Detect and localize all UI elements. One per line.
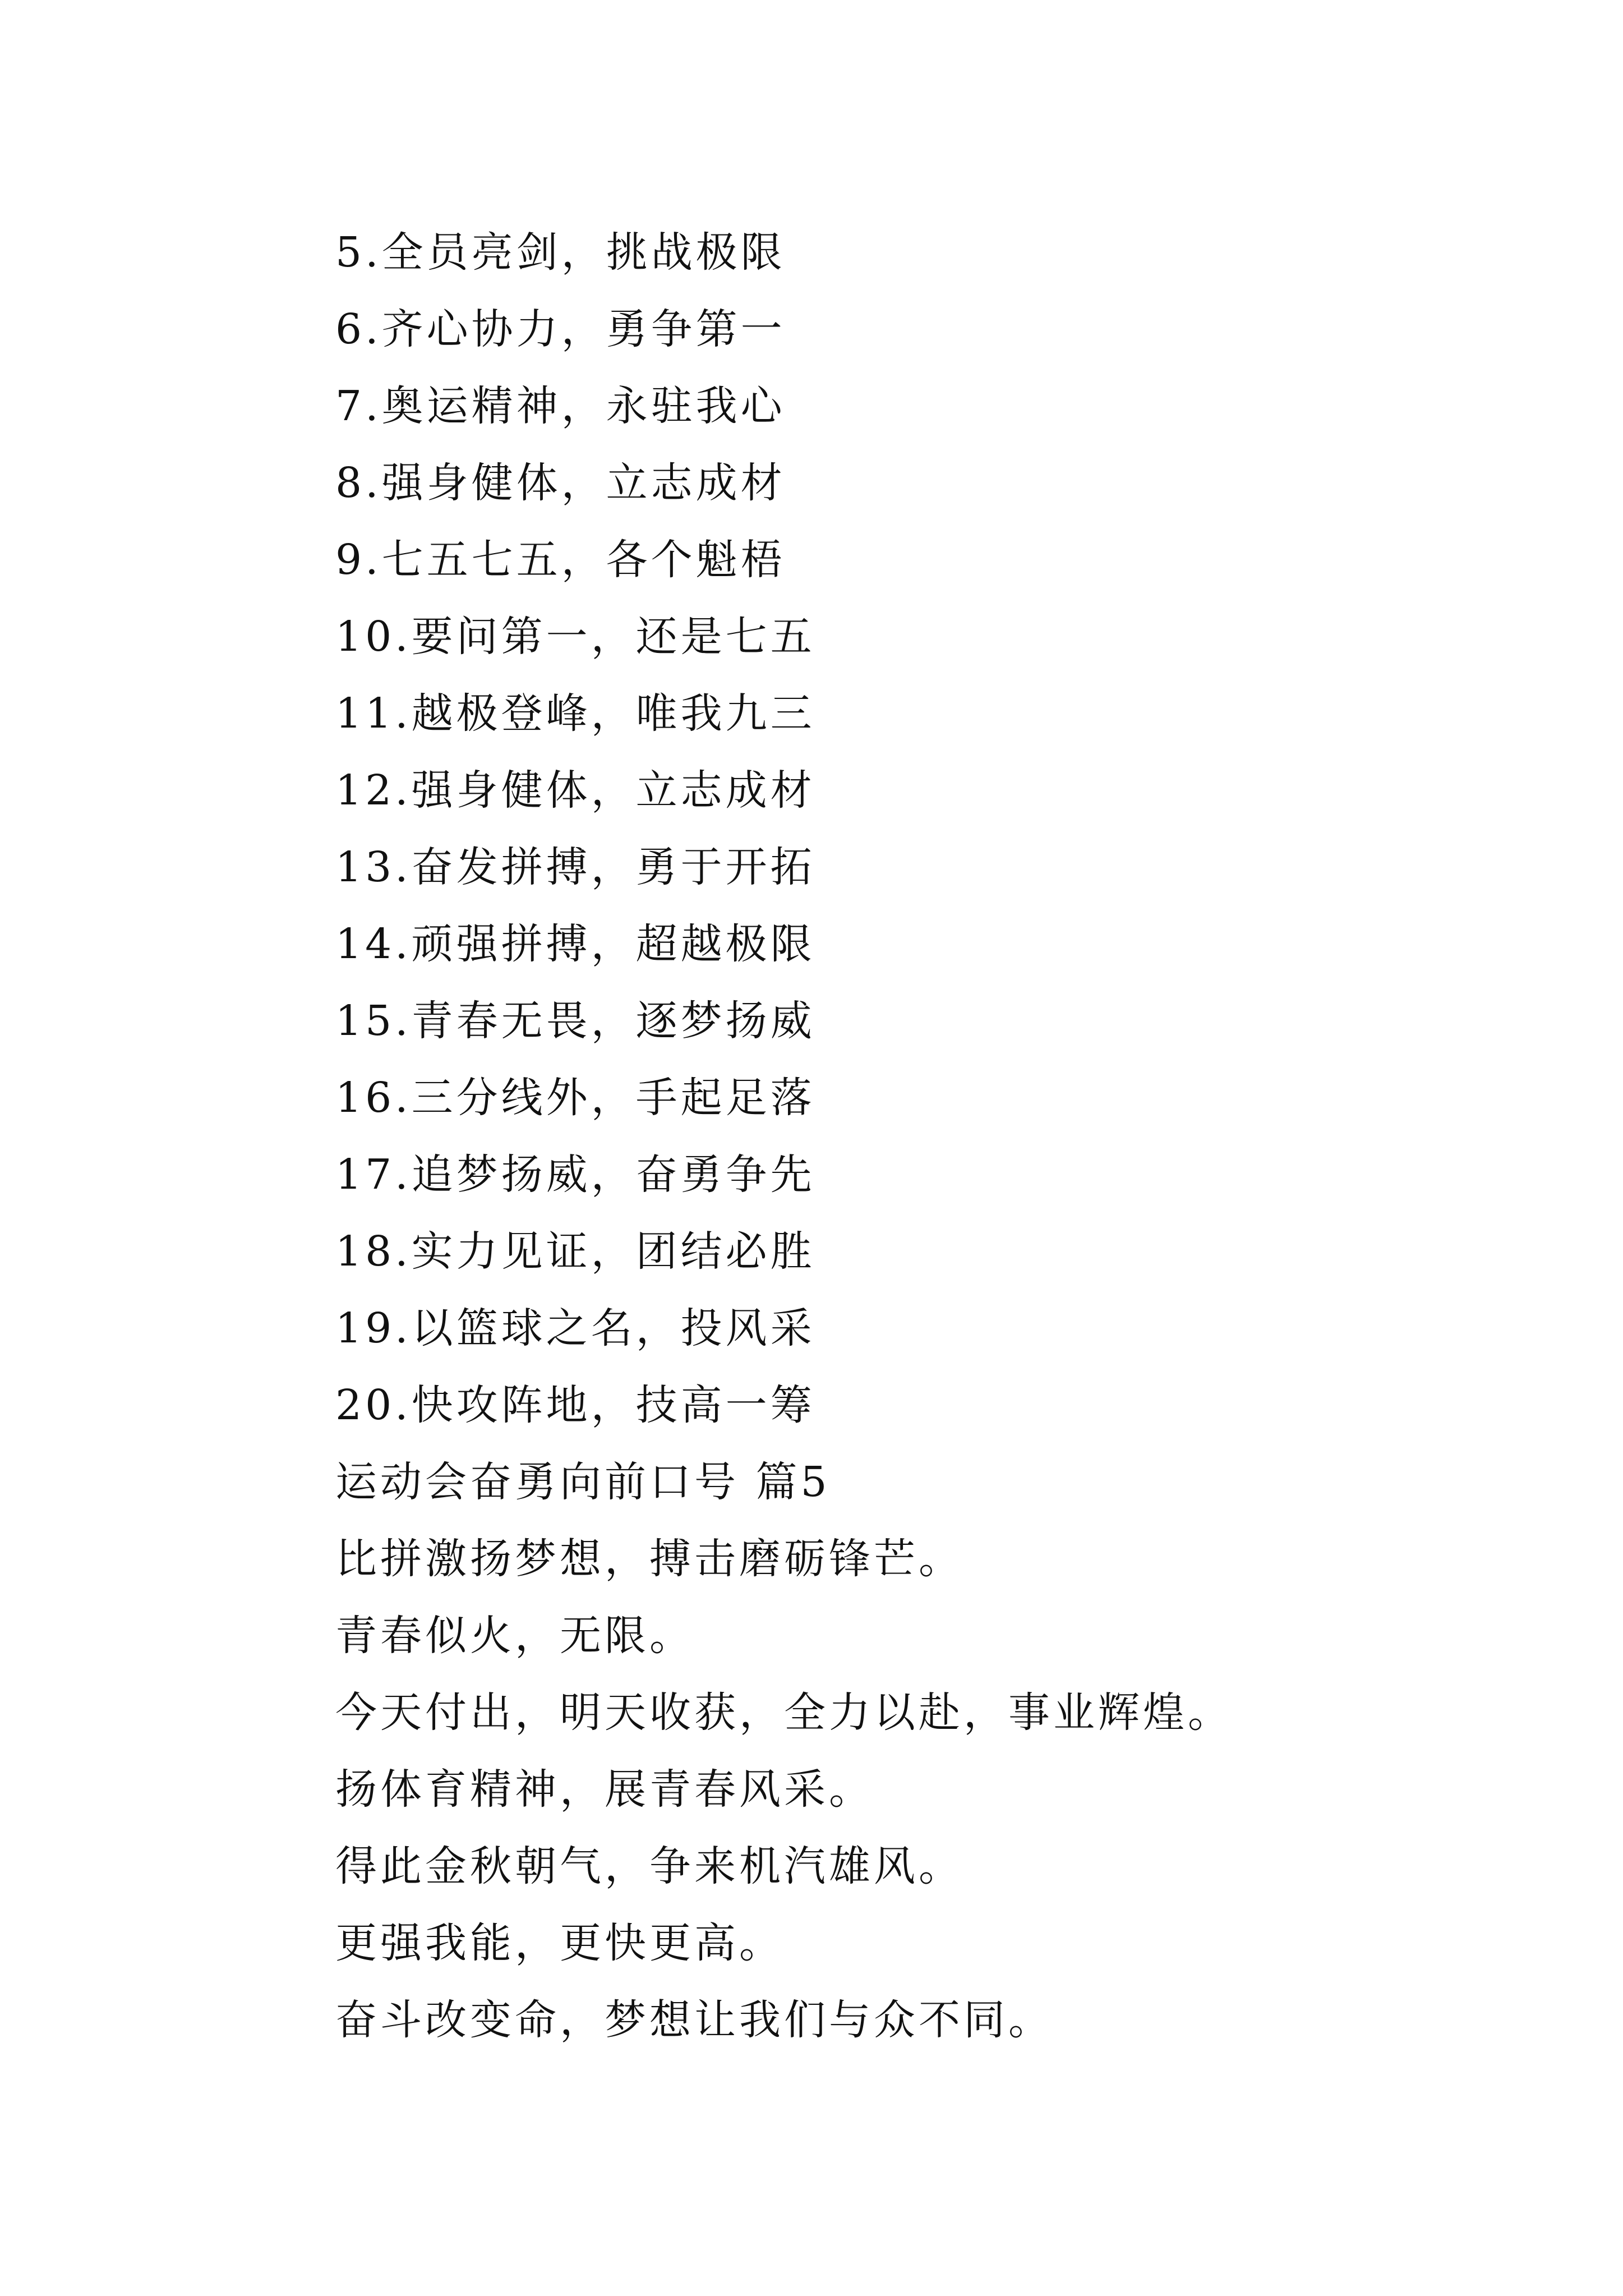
slogan-line: 扬体育精神，展青春风采。 [335, 1765, 874, 1814]
slogan-line: 20.快攻阵地，技高一筹 [335, 1381, 815, 1429]
slogan-line: 10.要问第一，还是七五 [335, 613, 815, 661]
slogan-line: 17.追梦扬威，奋勇争先 [335, 1151, 815, 1199]
slogan-line: 得此金秋朝气，争来机汽雄风。 [335, 1842, 963, 1890]
slogan-line: 14.顽强拼搏，超越极限 [335, 920, 815, 968]
slogan-line: 18.实力见证，团结必胜 [335, 1227, 815, 1276]
slogan-line: 15.青春无畏，逐梦扬威 [335, 997, 815, 1045]
document-body [335, 214, 1457, 2059]
slogan-line: 比拼激扬梦想，搏击磨砺锋芒。 [335, 1535, 963, 1583]
slogan-line: 今天付出，明天收获，全力以赴，事业辉煌。 [335, 1688, 1233, 1737]
slogan-line: 19.以篮球之名，投风采 [335, 1304, 815, 1352]
slogan-line: 9.七五七五，各个魁梧 [335, 536, 786, 584]
slogan-line: 11.越极登峰，唯我九三 [335, 689, 815, 738]
section-heading: 运动会奋勇向前口号 篇5 [335, 1458, 831, 1506]
slogan-line: 12.强身健体，立志成材 [335, 766, 815, 815]
slogan-line: 16.三分线外，手起足落 [335, 1074, 815, 1122]
slogan-line: 13.奋发拼搏，勇于开拓 [335, 843, 815, 891]
slogan-line: 8.强身健体，立志成材 [335, 459, 786, 507]
slogan-line: 更强我能，更快更高。 [335, 1919, 784, 1967]
slogan-line: 5.全员亮剑，挑战极限 [335, 228, 786, 277]
slogan-line: 7.奥运精神，永驻我心 [335, 382, 786, 430]
slogan-line: 奋斗改变命，梦想让我们与众不同。 [335, 1996, 1053, 2044]
slogan-line: 青春似火，无限。 [335, 1612, 694, 1660]
slogan-line: 6.齐心协力，勇争第一 [335, 305, 786, 353]
